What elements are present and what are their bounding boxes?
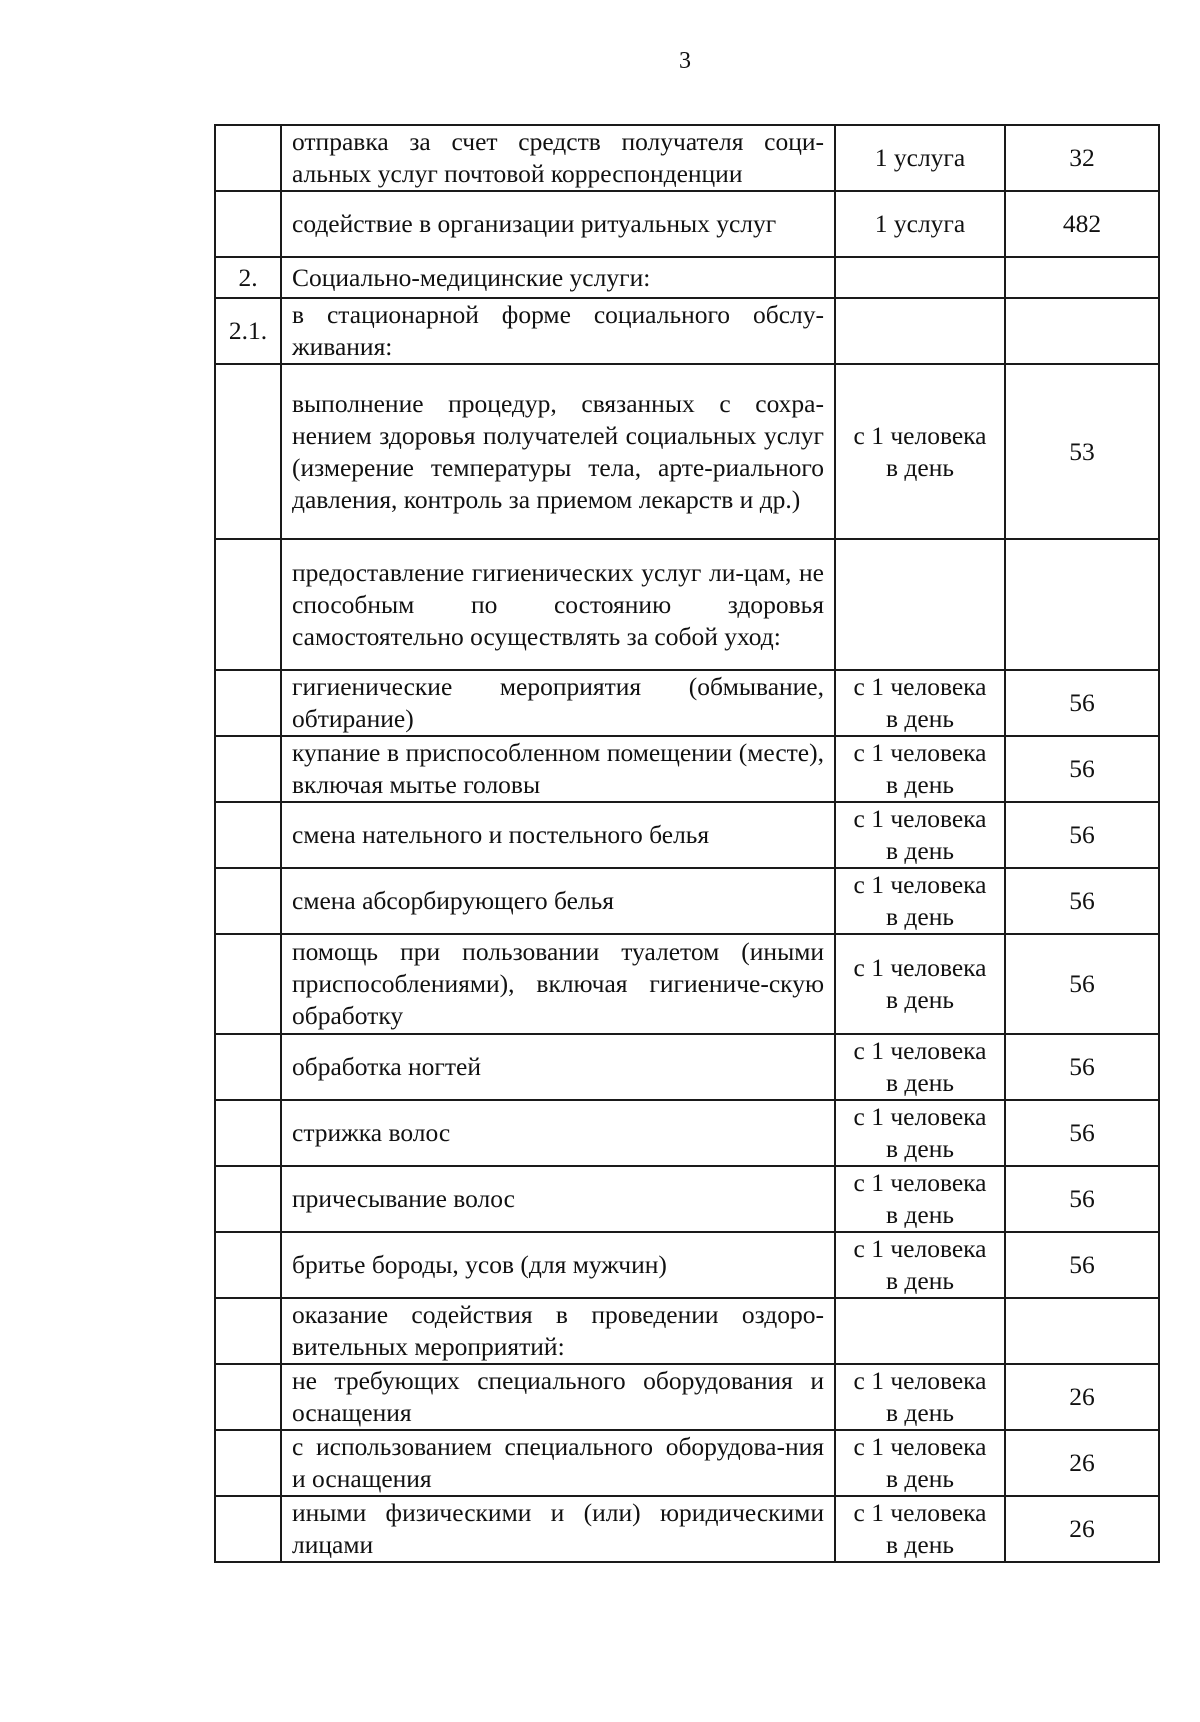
table-row: [215, 670, 1159, 736]
row-number-cell: [215, 670, 281, 736]
price-cell: 56: [1005, 802, 1159, 868]
row-number-cell: [215, 1232, 281, 1298]
unit-line: с 1 человека: [853, 953, 987, 982]
unit-cell: [835, 1364, 1005, 1430]
unit-line: в день: [886, 770, 954, 799]
service-name-cell: купание в приспособленном помещении (месте), включая мытье головы: [281, 736, 835, 802]
row-number-cell: [215, 1034, 281, 1100]
unit-cell: [835, 802, 1005, 868]
row-number-cell: [215, 1430, 281, 1496]
price-cell: 26: [1005, 1496, 1159, 1562]
unit-line: с 1 человека: [853, 1168, 987, 1197]
table-row: [215, 1232, 1159, 1298]
price-cell: 56: [1005, 934, 1159, 1034]
service-name-cell: предоставление гигиенических услуг ли-цам, не способным по состоянию здоровья самостоятельно осуществлять за собой уход:: [281, 539, 835, 670]
price-cell: [1005, 1298, 1159, 1364]
page-number: 3: [679, 48, 691, 74]
unit-cell: [835, 1232, 1005, 1298]
unit-line: в день: [886, 704, 954, 733]
table-row: [215, 1100, 1159, 1166]
table-row: [215, 736, 1159, 802]
table-row: [215, 539, 1159, 670]
unit-line: в день: [886, 985, 954, 1014]
service-name-cell: гигиенические мероприятия (обмывание, обтирание): [281, 670, 835, 736]
row-number-cell: [215, 191, 281, 257]
unit-line: в день: [886, 836, 954, 865]
service-name-cell: отправка за счет средств получателя соци-альных услуг почтовой корреспонденции: [281, 125, 835, 191]
unit-line: 1 услуга: [874, 143, 966, 172]
row-number-cell: [215, 364, 281, 539]
unit-line: в день: [886, 452, 954, 482]
unit-line: в день: [886, 1266, 954, 1295]
unit-cell: [835, 125, 1005, 191]
unit-line: с 1 человека: [853, 1234, 987, 1263]
unit-line: в день: [886, 1398, 954, 1427]
table-row: [215, 1364, 1159, 1430]
unit-cell: [835, 191, 1005, 257]
row-number-cell: 2.: [215, 257, 281, 298]
price-cell: [1005, 298, 1159, 364]
unit-line: в день: [886, 1530, 954, 1559]
price-cell: 482: [1005, 191, 1159, 257]
price-cell: 26: [1005, 1430, 1159, 1496]
unit-cell: [835, 736, 1005, 802]
row-number-cell: [215, 1496, 281, 1562]
table-row: [215, 802, 1159, 868]
price-cell: 32: [1005, 125, 1159, 191]
unit-cell: [835, 257, 1005, 298]
table-row: [215, 257, 1159, 298]
price-cell: 56: [1005, 736, 1159, 802]
service-name-cell: с использованием специального оборудова-ния и оснащения: [281, 1430, 835, 1496]
table-row: [215, 191, 1159, 257]
unit-line: с 1 человека: [853, 672, 987, 701]
price-cell: [1005, 539, 1159, 670]
table-row: [215, 1298, 1159, 1364]
row-number-cell: [215, 934, 281, 1034]
unit-line: с 1 человека: [853, 738, 987, 767]
table-row: [215, 364, 1159, 539]
service-name-cell: помощь при пользовании туалетом (иными приспособлениями), включая гигиениче-скую обработку: [281, 934, 835, 1034]
table-row: [215, 1430, 1159, 1496]
table-body: [215, 125, 1159, 1562]
table-row: [215, 125, 1159, 191]
unit-line: с 1 человека: [853, 870, 987, 899]
unit-line: с 1 человека: [853, 1432, 987, 1461]
unit-cell: [835, 670, 1005, 736]
service-name-cell: стрижка волос: [281, 1100, 835, 1166]
unit-cell: [835, 539, 1005, 670]
unit-line: в день: [886, 902, 954, 931]
price-cell: 56: [1005, 868, 1159, 934]
service-name-cell: смена абсорбирующего белья: [281, 868, 835, 934]
unit-line: с 1 человека: [853, 420, 987, 450]
service-name-cell: содействие в организации ритуальных услуг: [281, 191, 835, 257]
unit-line: с 1 человека: [853, 1366, 987, 1395]
unit-line: с 1 человека: [853, 804, 987, 833]
row-number-cell: [215, 539, 281, 670]
service-name-cell: бритье бороды, усов (для мужчин): [281, 1232, 835, 1298]
unit-cell: [835, 1496, 1005, 1562]
price-cell: 26: [1005, 1364, 1159, 1430]
table-row: [215, 298, 1159, 364]
service-name-cell: причесывание волос: [281, 1166, 835, 1232]
service-name-cell: в стационарной форме социального обслу-живания:: [281, 298, 835, 364]
unit-line: с 1 человека: [853, 1102, 987, 1131]
price-cell: [1005, 257, 1159, 298]
service-name-cell: не требующих специального оборудования и оснащения: [281, 1364, 835, 1430]
service-name-cell: Социально-медицинские услуги:: [281, 257, 835, 298]
unit-cell: [835, 1100, 1005, 1166]
unit-cell: [835, 1034, 1005, 1100]
row-number-cell: [215, 1100, 281, 1166]
service-name-cell: смена нательного и постельного белья: [281, 802, 835, 868]
row-number-cell: [215, 125, 281, 191]
unit-line: с 1 человека: [853, 1036, 987, 1065]
unit-line: в день: [886, 1134, 954, 1163]
table-row: [215, 1034, 1159, 1100]
table-row: [215, 1166, 1159, 1232]
unit-cell: [835, 868, 1005, 934]
price-cell: 56: [1005, 1232, 1159, 1298]
unit-cell: [835, 1298, 1005, 1364]
services-tariff-table: [214, 124, 1160, 1563]
unit-line: с 1 человека: [853, 1498, 987, 1527]
unit-cell: [835, 364, 1005, 539]
price-cell: 56: [1005, 1166, 1159, 1232]
unit-line: в день: [886, 1068, 954, 1097]
table-row: [215, 868, 1159, 934]
unit-line: в день: [886, 1464, 954, 1493]
price-cell: 53: [1005, 364, 1159, 539]
unit-line: в день: [886, 1200, 954, 1229]
row-number-cell: [215, 1166, 281, 1232]
row-number-cell: [215, 802, 281, 868]
table-row: [215, 1496, 1159, 1562]
unit-cell: [835, 1430, 1005, 1496]
price-cell: 56: [1005, 1100, 1159, 1166]
row-number-cell: [215, 1298, 281, 1364]
table-row: [215, 934, 1159, 1034]
price-cell: 56: [1005, 1034, 1159, 1100]
unit-cell: [835, 1166, 1005, 1232]
unit-line: 1 услуга: [874, 209, 966, 238]
row-number-cell: 2.1.: [215, 298, 281, 364]
service-name-cell: оказание содействия в проведении оздоро-вительных мероприятий:: [281, 1298, 835, 1364]
service-name-cell: выполнение процедур, связанных с сохра-нением здоровья получателей социальных услуг (измерение температуры тела, арте-риального давления, контроль за приемом лекарств и др.): [281, 364, 835, 539]
price-cell: 56: [1005, 670, 1159, 736]
row-number-cell: [215, 736, 281, 802]
row-number-cell: [215, 1364, 281, 1430]
unit-cell: [835, 298, 1005, 364]
service-name-cell: иными физическими и (или) юридическими лицами: [281, 1496, 835, 1562]
service-name-cell: обработка ногтей: [281, 1034, 835, 1100]
unit-cell: [835, 934, 1005, 1034]
row-number-cell: [215, 868, 281, 934]
